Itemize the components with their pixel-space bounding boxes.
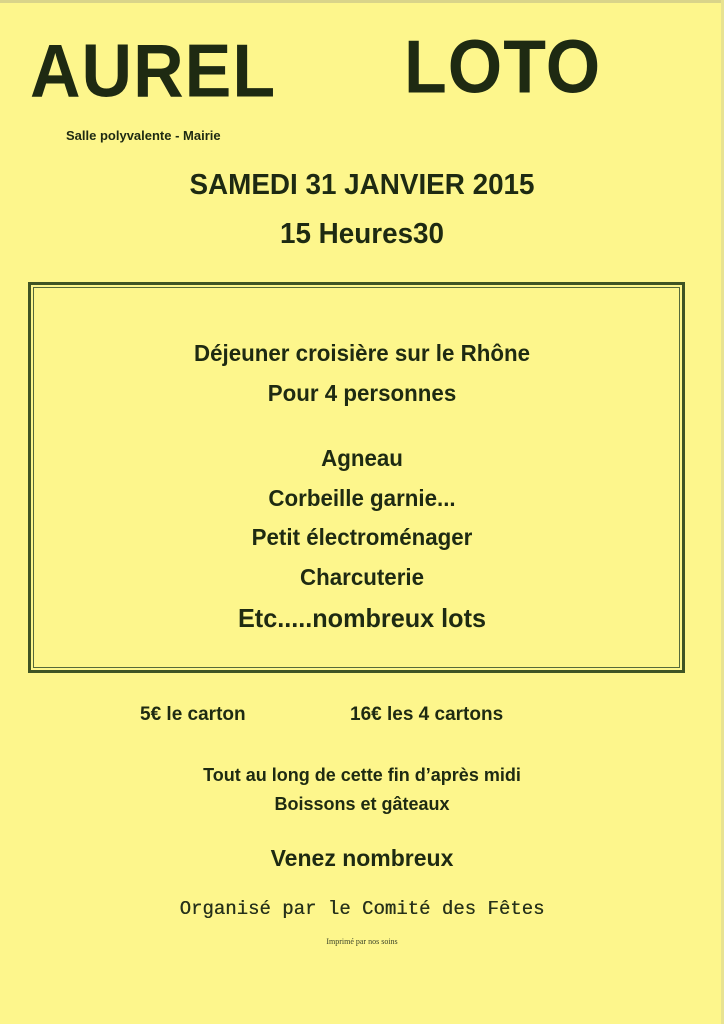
refreshments-note-2: Boissons et gâteaux: [274, 794, 450, 814]
main-prize-line-2: Pour 4 personnes: [267, 380, 457, 406]
event-date: SAMEDI 31 JANVIER 2015: [189, 169, 535, 201]
prize-item: Petit électroménager: [251, 524, 473, 550]
refreshments-note-1: Tout au long de cette fin d’après midi: [203, 765, 521, 785]
prize-item: Charcuterie: [299, 564, 424, 590]
venue-label: Salle polyvalente - Mairie: [66, 128, 221, 143]
price-four-cards: 16€ les 4 cartons: [350, 704, 504, 725]
poster-title-event: LOTO: [404, 24, 602, 109]
prize-item: Etc.....nombreux lots: [237, 603, 487, 633]
scan-edge-top: [0, 0, 724, 3]
call-to-action: Venez nombreux: [270, 845, 454, 871]
poster-title-town: AUREL: [30, 28, 277, 113]
prize-item: Agneau: [321, 445, 403, 471]
prize-item: Corbeille garnie...: [268, 485, 456, 511]
event-time: 15 Heures30: [279, 218, 445, 250]
imprint-note: Imprimé par nos soins: [326, 937, 398, 946]
organizer-credit: Organisé par le Comité des Fêtes: [179, 898, 545, 920]
price-single-card: 5€ le carton: [140, 704, 246, 725]
main-prize-line-1: Déjeuner croisière sur le Rhône: [193, 340, 531, 366]
